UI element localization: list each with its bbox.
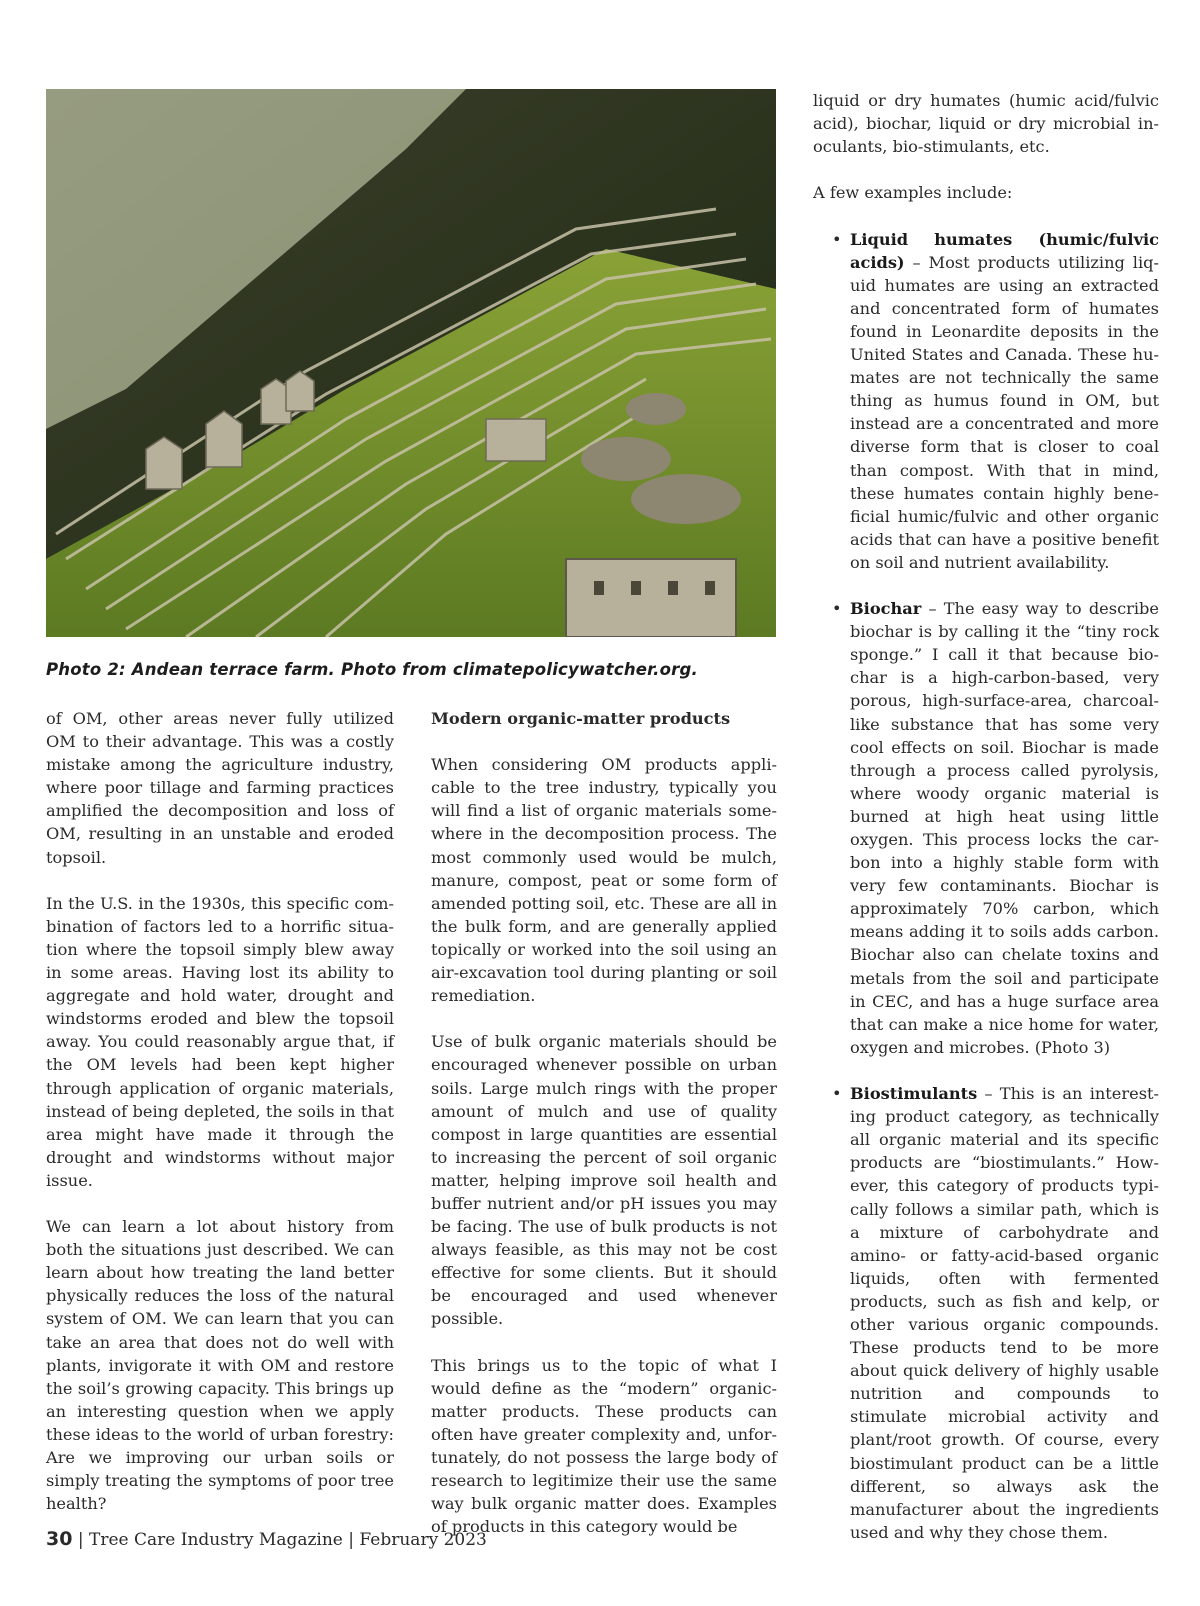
list-item-term: Biochar (850, 599, 922, 619)
photo-caption: Photo 2: Andean terrace farm. Photo from climatepolicywatcher.org. (46, 660, 698, 679)
text-column-1 (46, 707, 394, 1538)
andean-terrace-photo (46, 89, 776, 637)
text-column-3 (813, 89, 1159, 1567)
footer-separator: | (72, 1530, 89, 1550)
paragraph: Use of bulk organic materials should be encouraged whenever possible on urban soils. Large mulch rings with the proper amount of mulch and use of quality compost in large quantities are essential to increasing the percent of soil organic matter, helping improve soil health and buffer nutrient and/or pH issues you may be facing. The use of bulk products is not always feasible, as this may not be cost effective for some clients. But it should be encouraged and used whenever possible. (431, 1032, 777, 1329)
list-item-text: – This is an interesting product category, as technically all organic material and its specific products are “biostimulants.” However, this category of products typically follows a similar path, which is a mixture of carbohydrate and amino- or fatty-acid-based organic liquids, often with fermented products, such as fish and kelp, or other various organic compounds. These products tend to be more about quick delivery of highly usable nutrition and compounds to stimulate microbial activity and plant/root growth. Of course, every biostimulant product can be a little different, so always ask the manufacturer about the ingredients used and why they chose them. (850, 1084, 1159, 1542)
section-heading: Modern organic-matter products (431, 709, 731, 728)
footer-separator: | (342, 1530, 360, 1550)
bullet-icon: • (832, 1084, 842, 1104)
list-item (813, 1082, 1159, 1544)
examples-list (813, 228, 1159, 1544)
bullet-icon: • (832, 599, 842, 619)
paragraph: of OM, other areas never fully utilized OM to their advantage. This was a costly mistake among the agriculture industry, where poor tillage and farming practices amplified the decomposition and loss of OM, resulting in an unstable and eroded topsoil. (46, 709, 394, 867)
list-item (813, 597, 1159, 1059)
page-number: 30 (46, 1528, 73, 1550)
page-footer (46, 1528, 487, 1550)
publication-name: Tree Care Industry Magazine (89, 1530, 343, 1550)
list-item-term: Biostimulants (850, 1084, 978, 1104)
list-item-text: – The easy way to describe biochar is by calling it the “tiny rock sponge.” I call it that because biochar is a high-carbon-based, very porous, high-surface-area, charcoal-like substance that has some very cool effects on soil. Biochar is made through a process called pyrolysis, where woody organic material is burned at high heat using little oxygen. This process locks the carbon into a highly stable form with very few contaminants. Biochar is approximately 70% carbon, which means adding it to soils adds carbon. Biochar also can chelate toxins and metals from the soil and participate in CEC, and has a huge surface area that can make a nice home for water, oxygen and microbes. (Photo 3) (850, 599, 1159, 1057)
paragraph: When considering OM products applicable to the tree industry, typically you will find a list of organic materials somewhere in the decomposition process. The most commonly used would be mulch, manure, compost, peat or some form of amended potting soil, etc. These are all in the bulk form, and are generally applied topically or worked into the soil using an air-excavation tool during planting or soil remediation. (431, 755, 777, 1006)
issue-date: February 2023 (359, 1530, 487, 1550)
paragraph: A few examples include: (813, 183, 1013, 203)
list-item-text: – Most products utilizing liquid humates are using an extracted and concentrated form of humates found in Leonardite deposits in the United States and Canada. These humates are not technically the same thing as humus found in OM, but instead are a concentrated and more diverse form that is closer to coal than compost. With that in mind, these humates contain highly beneficial humic/fulvic and other organic acids that can have a positive benefit on soil and nutrient availability. (850, 252, 1159, 572)
terrace-farm-illustration (46, 89, 776, 637)
list-item-term: Liquid humates (humic/fulvic acids) (850, 229, 1159, 272)
paragraph: This brings us to the topic of what I would define as the “modern” organic-matter products. These products can often have greater complexity and, unfortunately, do not possess the large body of research to legitimize their use the same way bulk organic matter does. Examples of products in this category would be (431, 1355, 777, 1537)
list-item (813, 228, 1159, 574)
bullet-icon: • (832, 229, 842, 249)
paragraph: liquid or dry humates (humic acid/fulvic acid), biochar, liquid or dry microbial inoculants, bio-stimulants, etc. (813, 91, 1159, 157)
text-column-2 (431, 707, 777, 1561)
paragraph: In the U.S. in the 1930s, this specific combination of factors led to a horrific situation where the topsoil simply blew away in some areas. Having lost its ability to aggregate and hold water, drought and windstorms eroded and blew the topsoil away. You could reasonably argue that, if the OM levels had been kept higher through application of organic materials, instead of being depleted, the soils in that area might have made it through the drought and windstorms without major issue. (46, 893, 394, 1190)
paragraph: We can learn a lot about history from both the situations just described. We can learn about how treating the land better physically reduces the loss of the natural system of OM. We can learn that you can take an area that does not do well with plants, invigorate it with OM and restore the soil’s growing capacity. This brings up an interesting question when we apply these ideas to the world of urban forestry: Are we improving our urban soils or simply treating the symptoms of poor tree health? (46, 1217, 394, 1514)
